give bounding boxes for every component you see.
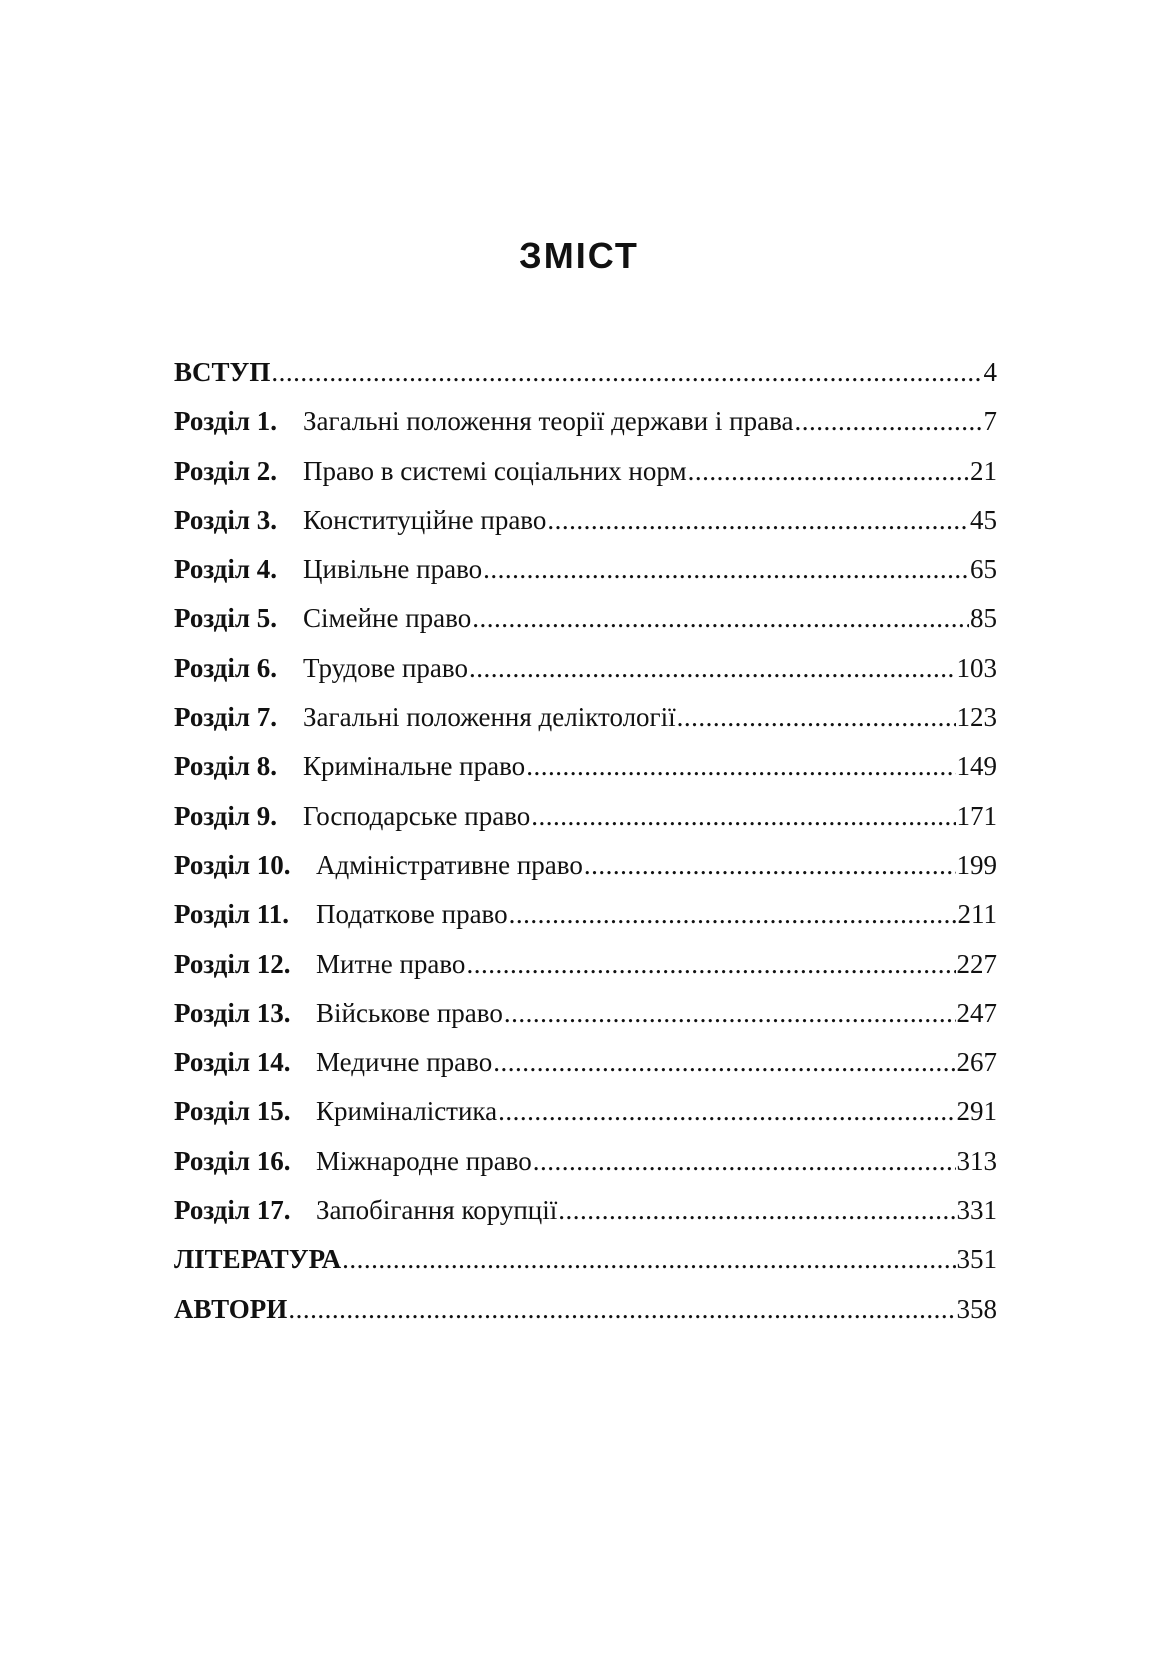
toc-entry-page-number: 227: [956, 948, 997, 979]
dot-leader: [526, 746, 955, 786]
dot-leader: [483, 549, 969, 589]
toc-entry-page-number: 171: [956, 800, 997, 831]
page-title: ЗМІСТ: [519, 235, 639, 276]
toc-entry[interactable]: [174, 1239, 997, 1288]
table-of-contents: [174, 352, 997, 1338]
toc-entry-page-number: 4: [983, 357, 997, 387]
toc-entry-page-number: 65: [970, 554, 997, 585]
toc-entry-title: Господарське право: [303, 800, 531, 831]
toc-entry-title: Податкове право: [316, 899, 508, 930]
toc-entry-label: Розділ 5.: [174, 603, 277, 634]
toc-entry-page-number: 331: [956, 1195, 997, 1226]
toc-entry-title: Загальні положення деліктології: [303, 702, 676, 733]
dot-leader: [342, 1239, 955, 1279]
toc-entry-page-number: 291: [956, 1096, 997, 1127]
toc-entry[interactable]: [174, 1091, 997, 1140]
toc-entry[interactable]: [174, 944, 997, 993]
dot-leader: [493, 1042, 955, 1082]
dot-leader: [504, 993, 956, 1033]
toc-entry-page-number: 45: [970, 504, 997, 535]
toc-entry[interactable]: [174, 746, 997, 795]
toc-entry-title: Криміналістика: [316, 1096, 498, 1127]
toc-entry-page-number: 211: [957, 899, 997, 930]
toc-entry[interactable]: [174, 697, 997, 746]
toc-entry[interactable]: [174, 1289, 997, 1338]
toc-entry-page-number: 123: [956, 702, 997, 733]
toc-entry[interactable]: [174, 648, 997, 697]
toc-entry-label: Розділ 3.: [174, 504, 277, 535]
toc-entry-title: Сімейне право: [303, 603, 472, 634]
dot-leader: [288, 1289, 955, 1329]
toc-entry[interactable]: [174, 401, 997, 450]
toc-entry-label: Розділ 17.: [174, 1195, 291, 1226]
toc-entry[interactable]: [174, 451, 997, 500]
dot-leader: [677, 697, 956, 737]
toc-entry[interactable]: [174, 549, 997, 598]
toc-entry-title: Міжнародне право: [316, 1145, 532, 1176]
toc-entry[interactable]: [174, 993, 997, 1042]
toc-entry-label: Розділ 14.: [174, 1047, 291, 1078]
toc-entry[interactable]: [174, 500, 997, 549]
toc-entry-page-number: 267: [956, 1047, 997, 1078]
toc-entry-label: Розділ 9.: [174, 800, 277, 831]
toc-entry-label: Розділ 13.: [174, 997, 291, 1028]
dot-leader: [794, 401, 982, 441]
toc-entry[interactable]: [174, 894, 997, 943]
dot-leader: [688, 451, 969, 491]
toc-entry-page-number: 358: [956, 1293, 997, 1324]
toc-entry-label: Розділ 12.: [174, 948, 291, 979]
toc-entry-label: Розділ 7.: [174, 702, 277, 733]
toc-entry-title: Цивільне право: [303, 554, 483, 585]
dot-leader: [466, 944, 955, 984]
dot-leader: [498, 1091, 955, 1131]
toc-entry-title: Конституційне право: [303, 504, 547, 535]
toc-entry-title: Медичне право: [316, 1047, 493, 1078]
toc-entry-label: Розділ 2.: [174, 455, 277, 486]
toc-entry-page-number: 313: [956, 1145, 997, 1176]
toc-entry[interactable]: [174, 1190, 997, 1239]
toc-entry-label: Розділ 15.: [174, 1096, 291, 1127]
toc-entry-title: Право в системі соціальних норм: [303, 455, 687, 486]
toc-entry-title: Адміністративне право: [316, 849, 583, 880]
toc-entry-page-number: 103: [956, 652, 997, 683]
toc-entry-label: ЛІТЕРАТУРА: [174, 1244, 342, 1275]
toc-entry[interactable]: [174, 1141, 997, 1190]
toc-entry-page-number: 85: [970, 603, 997, 634]
toc-entry-title: Трудове право: [303, 652, 468, 683]
toc-entry-title: Загальні положення теорії держави і права: [303, 406, 794, 437]
toc-entry[interactable]: [174, 796, 997, 845]
toc-entry-page-number: 7: [983, 406, 997, 437]
toc-entry[interactable]: [174, 352, 997, 401]
toc-entry-label: Розділ 8.: [174, 751, 277, 782]
toc-entry-label: Розділ 1.: [174, 406, 277, 437]
toc-entry-label: Розділ 11.: [174, 899, 290, 930]
dot-leader: [472, 598, 969, 638]
toc-entry-page-number: 149: [956, 751, 997, 782]
toc-entry-title: Митне право: [316, 948, 466, 979]
toc-entry-label: Розділ 6.: [174, 652, 277, 683]
toc-entry-label: АВТОРИ: [174, 1293, 288, 1324]
dot-leader: [584, 845, 956, 885]
toc-entry-label: Розділ 4.: [174, 554, 277, 585]
toc-entry-label: Розділ 16.: [174, 1145, 291, 1176]
toc-entry-page-number: 199: [956, 849, 997, 880]
toc-entry-page-number: 247: [956, 997, 997, 1028]
toc-entry-title: Військове право: [316, 997, 503, 1028]
toc-entry[interactable]: [174, 845, 997, 894]
toc-entry-label: Розділ 10.: [174, 849, 291, 880]
toc-entry-page-number: 21: [970, 455, 997, 486]
dot-leader: [531, 796, 955, 836]
dot-leader: [509, 894, 957, 934]
toc-entry-page-number: 351: [956, 1244, 997, 1275]
dot-leader: [469, 648, 956, 688]
dot-leader: [271, 352, 982, 392]
dot-leader: [533, 1141, 956, 1181]
dot-leader: [547, 500, 969, 540]
toc-entry-title: Запобігання корупції: [316, 1195, 558, 1226]
dot-leader: [558, 1190, 955, 1230]
toc-entry-title: Кримінальне право: [303, 751, 526, 782]
toc-entry[interactable]: [174, 598, 997, 647]
toc-entry-label: ВСТУП: [174, 357, 271, 387]
toc-entry[interactable]: [174, 1042, 997, 1091]
